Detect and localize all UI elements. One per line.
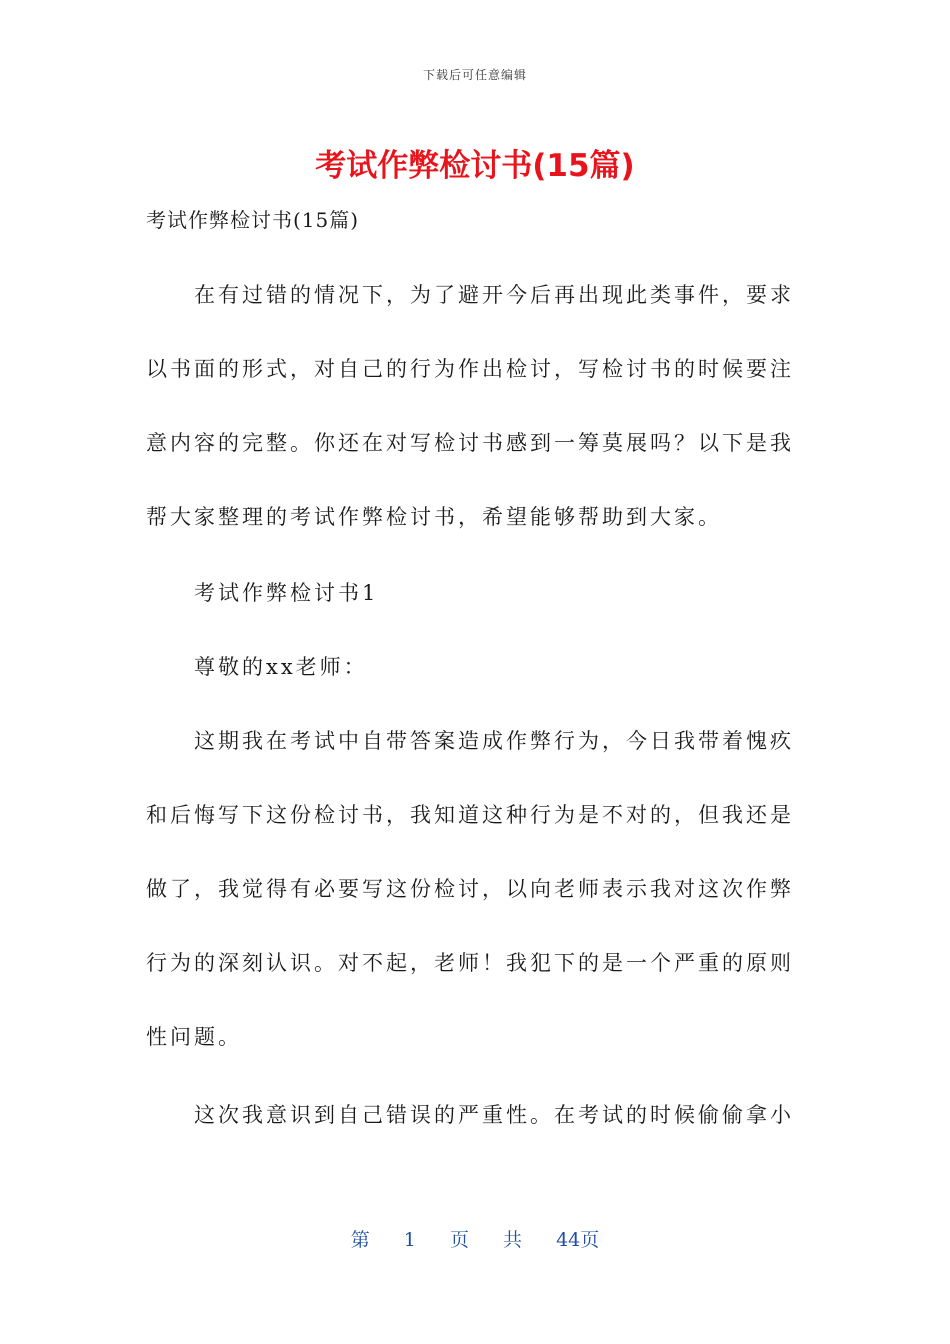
- salutation: [146, 630, 806, 704]
- paragraph-2: [146, 1078, 806, 1152]
- text-line: 在有过错的情况下，为了避开今后再出现此类事件，要求: [194, 283, 794, 307]
- section-heading: [146, 556, 806, 630]
- footer-label-page-unit: 页: [449, 1229, 469, 1251]
- header-note: 下载后可任意编辑: [422, 68, 527, 82]
- page-footer: [0, 1225, 950, 1252]
- text-line: 以书面的形式，对自己的行为作出检讨，写检讨书的时候要注: [146, 357, 794, 381]
- text-line: 意内容的完整。你还在对写检讨书感到一筹莫展吗？以下是我: [146, 431, 794, 455]
- document-subtitle: 考试作弊检讨书(15篇): [146, 208, 360, 232]
- footer-page-number: 1: [403, 1229, 416, 1251]
- text-line: 做了，我觉得有必要写这份检讨，以向老师表示我对这次作弊: [146, 877, 794, 901]
- text-line: 这期我在考试中自带答案造成作弊行为，今日我带着愧疚: [194, 729, 794, 753]
- paragraph-1: [146, 704, 806, 1074]
- footer-label-total: 共: [503, 1229, 523, 1251]
- text-line: 考试作弊检讨书1: [194, 581, 379, 605]
- intro-paragraph: [146, 258, 806, 554]
- text-line: 这次我意识到自己错误的严重性。在考试的时候偷偷拿小: [194, 1103, 794, 1127]
- footer-total-pages: 44页: [556, 1229, 600, 1251]
- text-line: 性问题。: [146, 1025, 242, 1049]
- text-line: 尊敬的xx老师：: [194, 655, 368, 679]
- footer-label-page: 第: [350, 1229, 370, 1251]
- text-line: 和后悔写下这份检讨书，我知道这种行为是不对的，但我还是: [146, 803, 794, 827]
- document-title: 考试作弊检讨书(15篇): [315, 148, 635, 184]
- text-line: 帮大家整理的考试作弊检讨书，希望能够帮助到大家。: [146, 505, 722, 529]
- text-line: 行为的深刻认识。对不起，老师！我犯下的是一个严重的原则: [146, 951, 794, 975]
